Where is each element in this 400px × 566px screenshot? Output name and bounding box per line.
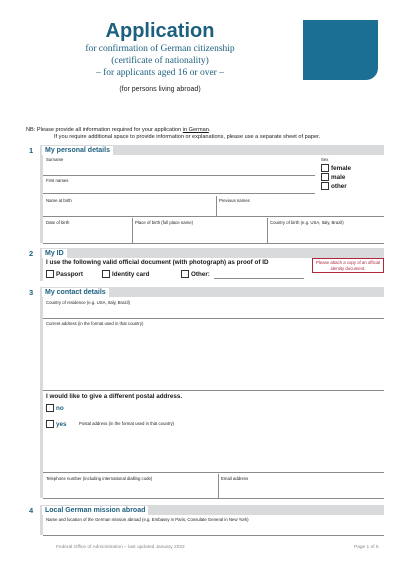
postal-yes-label: yes — [56, 421, 67, 428]
section-1-number: 1 — [29, 146, 34, 155]
section-4-gutter — [40, 515, 43, 535]
form-subtitle — [40, 43, 280, 79]
postal-yes-checkbox[interactable] — [46, 420, 54, 428]
section-4-header — [40, 505, 384, 515]
page-sep: of — [369, 545, 376, 550]
page-current: 1 — [366, 545, 370, 550]
nb-underlined: in German — [182, 127, 209, 133]
agency-logo — [303, 20, 378, 80]
passport-label: Passport — [56, 271, 83, 278]
section-3-title: My contact details — [42, 288, 109, 297]
section-2-title: My ID — [42, 249, 67, 258]
divider — [267, 218, 268, 243]
birth-details-field[interactable] — [43, 243, 384, 244]
footer-text: Federal Office of Administration – last updated January 2022 — [56, 545, 185, 550]
other-id-checkbox[interactable] — [181, 270, 189, 278]
section-4-title: Local German mission abroad — [42, 506, 148, 515]
place-of-birth-label: Place of birth (full place name) — [135, 220, 194, 225]
mission-field[interactable] — [43, 535, 384, 536]
page-total: 5 — [375, 545, 379, 550]
telephone-label: Telephone number (including international dialling code) — [46, 476, 153, 481]
mission-label: Name and location of the German mission abroad (e.g. Embassy in Paris, Consulate General in New York) — [46, 517, 249, 522]
subtitle-line-2: (certificate of nationality) — [111, 56, 209, 66]
sex-other-label: other — [331, 183, 347, 190]
sex-label: Sex — [321, 157, 329, 162]
current-address-field[interactable] — [43, 390, 384, 391]
sex-male-label: male — [331, 174, 346, 181]
section-2-header — [40, 248, 384, 258]
nb-line-2: If you require additional space to provide information or explanations, please use a separate sheet of paper. — [54, 134, 321, 140]
name-at-birth-field[interactable] — [43, 216, 384, 217]
postal-address-label: Postal address (in the format used in that country) — [79, 421, 175, 426]
page-number — [354, 545, 379, 550]
other-id-field[interactable] — [214, 278, 304, 279]
country-of-residence-field[interactable] — [43, 318, 384, 319]
id-copy-note: Please attach a copy of an official identity document. — [312, 258, 384, 273]
sex-male-checkbox[interactable] — [321, 173, 329, 181]
subtitle-line-1: for confirmation of German citizenship — [85, 44, 235, 54]
divider — [132, 218, 133, 243]
subtitle-line-3: – for applicants aged 16 or over – — [96, 68, 224, 78]
name-at-birth-label: Name at birth — [46, 198, 72, 203]
email-label: Email address — [221, 476, 249, 481]
section-1-title: My personal details — [42, 146, 113, 155]
section-2-number: 2 — [29, 249, 34, 258]
surname-label: Surname — [46, 157, 64, 162]
identity-card-checkbox[interactable] — [102, 270, 110, 278]
nb-suffix: . — [208, 127, 211, 133]
other-id-label: Other: — [191, 271, 210, 278]
country-of-birth-label: Country of birth (e.g. USA, Italy, Brazil) — [270, 220, 344, 225]
section-3-gutter — [40, 297, 43, 498]
surname-field[interactable] — [43, 175, 315, 176]
sex-female-checkbox[interactable] — [321, 164, 329, 172]
form-title: Application — [105, 20, 215, 42]
section-2-gutter — [40, 258, 43, 281]
identity-card-label: Identity card — [112, 271, 150, 278]
sex-other-checkbox[interactable] — [321, 182, 329, 190]
first-names-label: First names — [46, 178, 69, 183]
sex-female-label: female — [331, 165, 351, 172]
section-4-number: 4 — [29, 506, 34, 515]
postal-question: I would like to give a different postal address. — [46, 393, 183, 400]
first-names-field[interactable] — [43, 193, 315, 194]
section-3-number: 3 — [29, 288, 34, 297]
postal-address-field[interactable] — [43, 472, 384, 473]
nb-prefix: NB: Please provide all information required for your application — [26, 127, 183, 133]
country-of-residence-label: Country of residence (e.g. USA, Italy, Brazil) — [46, 300, 130, 305]
postal-no-checkbox[interactable] — [46, 404, 54, 412]
divider — [218, 474, 219, 498]
section-1-gutter — [40, 155, 43, 243]
section-3-header — [40, 287, 384, 297]
current-address-label: Current address (in the format used in that country) — [46, 321, 144, 326]
passport-checkbox[interactable] — [46, 270, 54, 278]
audience-note: (for persons living abroad) — [119, 86, 201, 93]
date-of-birth-label: Date of birth — [46, 220, 70, 225]
page-prefix: Page — [354, 545, 367, 550]
divider — [216, 196, 217, 216]
nb-instructions — [26, 127, 386, 141]
section-1-header — [40, 145, 384, 155]
previous-names-label: Previous names — [219, 198, 250, 203]
id-question: I use the following valid official document (with photograph) as proof of ID — [46, 259, 269, 266]
contact-field[interactable] — [43, 498, 384, 499]
postal-no-label: no — [56, 405, 64, 412]
